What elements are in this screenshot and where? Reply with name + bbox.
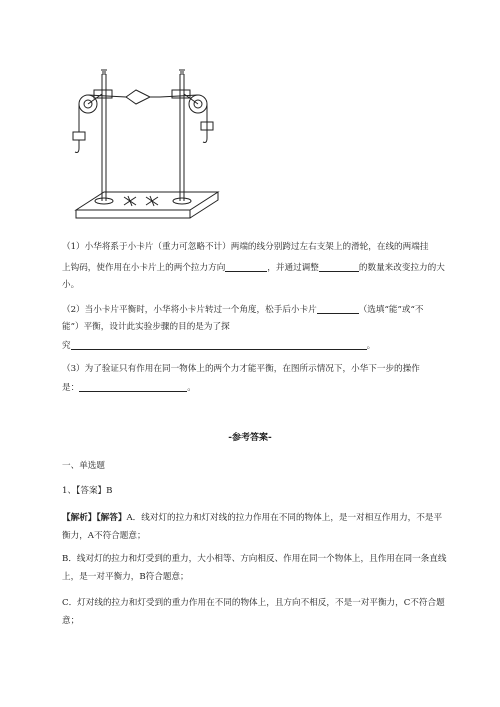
left-stand-foot [95,198,113,204]
question-1-line-1: （1）小华将系于小卡片（重力可忽略不计）两端的线分别跨过左右支架上的滑轮，在线的两端挂 [62,242,429,252]
base-board [76,192,218,210]
question-1-line-2 [62,261,445,275]
question-3-line-1: （3）为了验证只有作用在同一物体上的两个力才能平衡，在图所示情况下，小华下一步的操作 [62,364,420,374]
analysis-b-line-2: 上，是一对平衡力，B符合题意； [62,572,189,582]
answer-letter: B [106,486,113,496]
question-1-text-b: ，并通过调整 [267,263,319,273]
question-3-text-a: 是： [62,383,80,393]
question-2-line-1 [62,303,423,317]
analysis-c-line-1: C．灯对线的拉力和灯受到的重力作用在不同的物体上，且方向不相反，不是一对平衡力，C不符合题 [62,598,445,608]
analysis-a-text: A．线对灯的拉力和灯对线的拉力作用在不同的物体上，是一对相互作用力，不是平 [126,513,443,523]
answer-blank-balance[interactable] [317,303,359,314]
question-1-line-3: 小。 [62,280,80,290]
left-hook-weight [73,132,85,140]
analysis-b-line-1: B．线对灯的拉力和灯受到的重力，大小相等、方向相反、作用在同一个物体上，且作用在同一条直线 [62,554,447,564]
question-2-text-a: （2）当小卡片平衡时，小华将小卡片转过一个角度，松手后小卡片 [62,305,317,315]
question-2-text-c: 究 [62,341,71,351]
question-2-text-b: （选填“能”或“不 [358,305,424,315]
question-3-line-2 [62,381,196,395]
answer-tag: 【答案】 [76,486,107,496]
analysis-a-line-2: 衡力，A不符合题意； [62,531,146,541]
answer-blank-direction[interactable] [225,261,267,272]
answer-blank-purpose[interactable] [71,339,367,350]
question-2-text-d: 。 [366,341,376,351]
analysis-c-line-2: 意； [62,616,80,626]
analysis-tag: 【解析】【解答】 [62,513,127,523]
answer-blank-count[interactable] [319,261,359,272]
section-label: 一、单选题 [62,461,105,471]
answer-number: 1、 [62,486,77,496]
question-2-line-3 [62,339,375,353]
analysis-a-line-1 [62,512,442,525]
answer-section-title: -参考答案- [228,433,272,443]
question-1-answer [62,485,112,498]
question-1-text-a: 上钩码，使作用在小卡片上的两个拉力方向 [62,263,226,273]
right-stand-foot [173,198,191,204]
question-1-text-c: 的数量来改变拉力的大 [358,263,445,273]
pulley-apparatus-figure [64,62,224,230]
answer-blank-operation[interactable] [79,381,187,392]
question-2-line-2: 能”）平衡，设计此实验步骤的目的是为了探 [62,322,230,332]
question-3-text-b: 。 [187,383,196,393]
small-card [126,90,150,104]
